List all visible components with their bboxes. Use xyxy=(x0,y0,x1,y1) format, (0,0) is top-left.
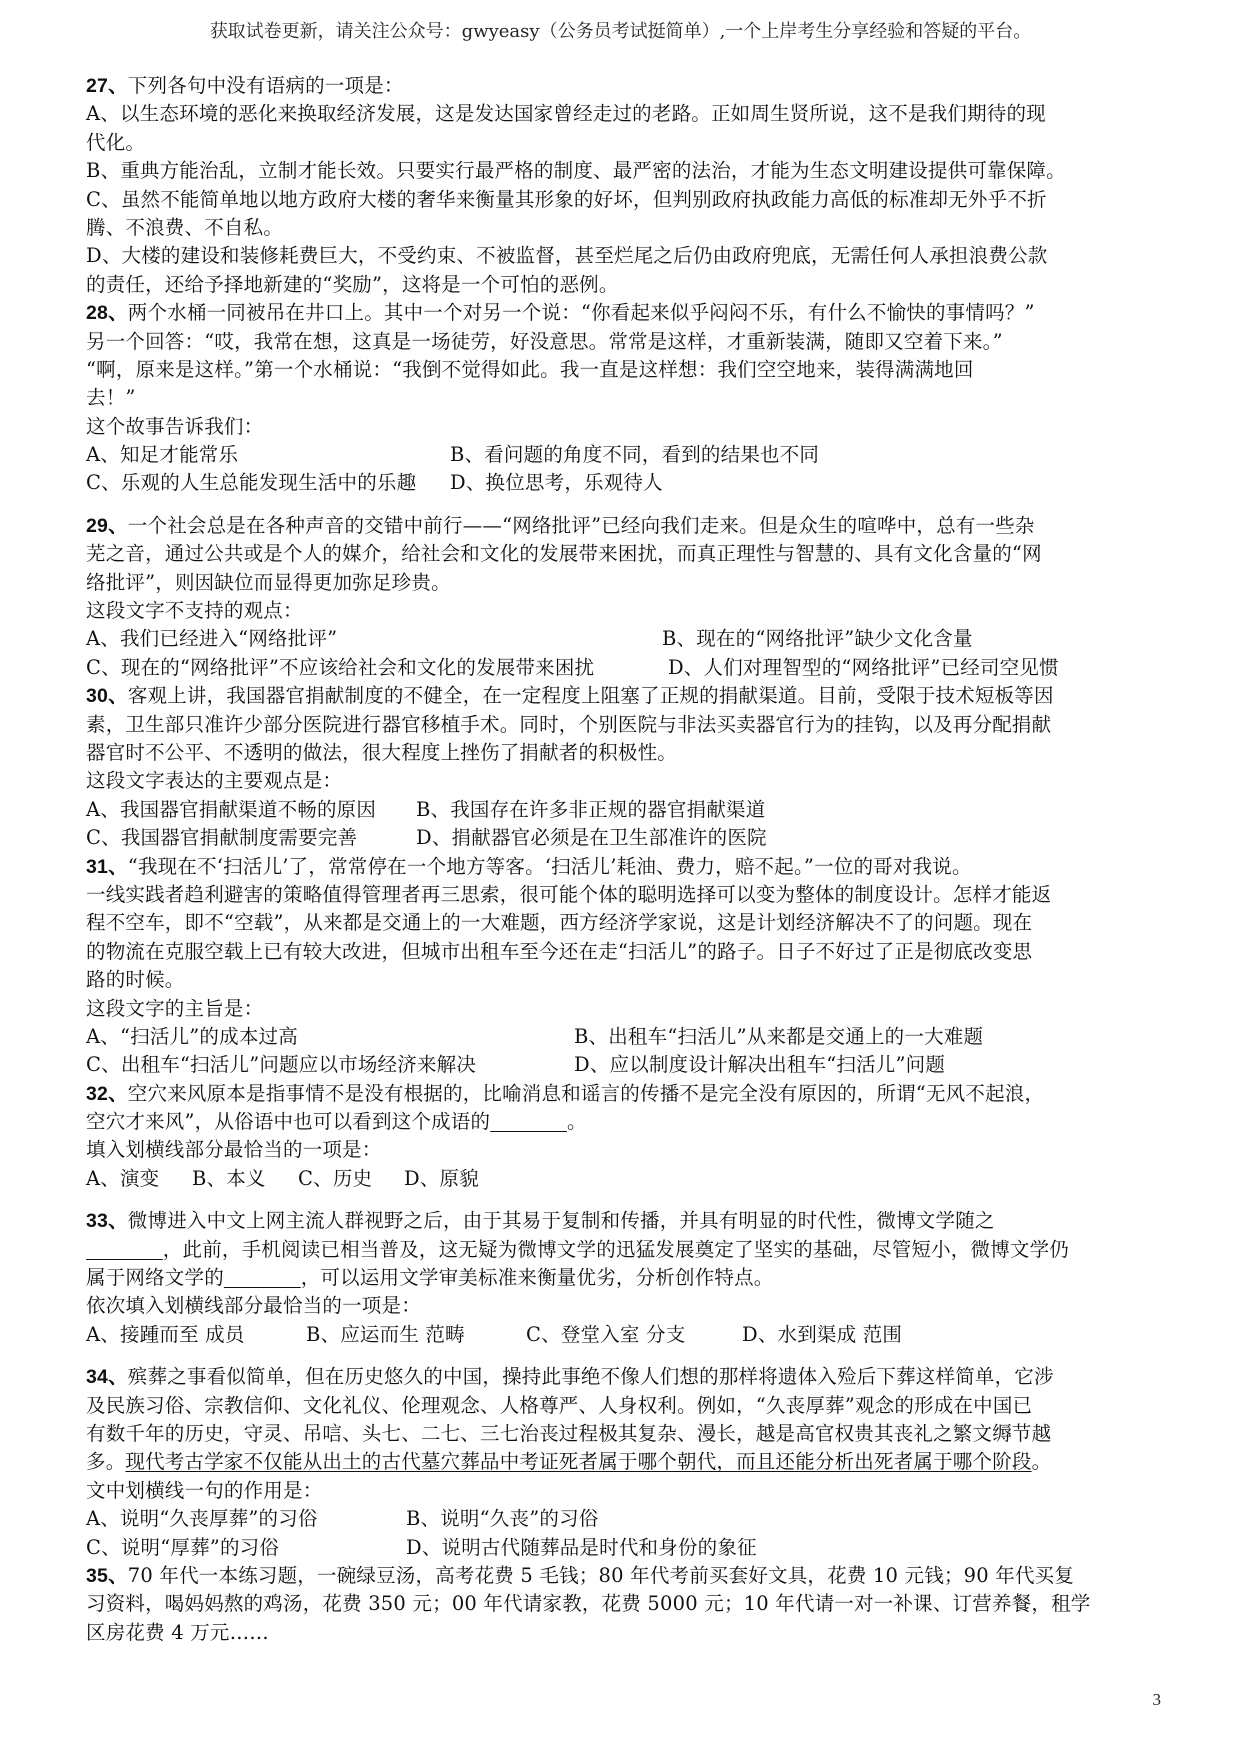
option-c: C、登堂入室 分支 xyxy=(526,1322,686,1346)
text-line: A、以生态环境的恶化来换取经济发展，这是发达国家曾经走过的老路。正如周生贤所说，这不是我们期待的现 xyxy=(86,102,1046,126)
text-line: 一线实践者趋利避害的策略值得管理者再三思索，很可能个体的聪明选择可以变为整体的制度设计。怎样才能返 xyxy=(86,882,1052,906)
option-a: A、演变 xyxy=(86,1166,160,1190)
question-prompt: 这个故事告诉我们： xyxy=(86,414,264,438)
question-prompt: 文中划横线一句的作用是： xyxy=(86,1478,323,1502)
exam-content xyxy=(86,72,1166,1647)
text-line: 一个社会总是在各种声音的交错中前行——“网络批评”已经向我们走来。但是众生的喧哗中，总有一些杂 xyxy=(127,513,1035,537)
option-a: A、接踵而至 成员 xyxy=(86,1322,245,1346)
question-34 xyxy=(86,1363,1166,1562)
question-28 xyxy=(86,299,1166,498)
underlined-sentence: 现代考古学家不仅能从出土的古代墓穴葬品中考证死者属于哪个朝代，而且还能分析出死者属于哪个阶段 xyxy=(125,1450,1032,1474)
text-line: 程不空车，即不“空载”，从来都是交通上的一大难题，西方经济学家说，这是计划经济解决不了的问题。现在 xyxy=(86,911,1033,935)
option-d: D、捐献器官必须是在卫生部准许的医院 xyxy=(416,826,767,850)
option-a: A、我们已经进入“网络批评” xyxy=(86,627,338,651)
text-line: 两个水桶一同被吊在井口上。其中一个对另一个说：“你看起来似乎闷闷不乐，有什么不愉快的事情吗？” xyxy=(127,301,1035,325)
text-line: B、重典方能治乱，立制才能长效。只要实行最严格的制度、最严密的法治，才能为生态文明建设提供可靠保障。 xyxy=(86,159,1066,183)
text-line: 络批评”，则因缺位而显得更加弥足珍贵。 xyxy=(86,570,451,594)
option-c: C、乐观的人生总能发现生活中的乐趣 xyxy=(86,471,417,495)
text-line: 的物流在克服空载上已有较大改进，但城市出租车至今还在走“扫活儿”的路子。日子不好过了正是彻底改变思 xyxy=(86,939,1033,963)
question-29 xyxy=(86,512,1166,682)
option-d: D、水到渠成 范围 xyxy=(742,1322,903,1346)
option-a: A、“扫活儿”的成本过高 xyxy=(86,1024,298,1048)
option-c: C、说明“厚葬”的习俗 xyxy=(86,1535,280,1559)
text-line: 去！” xyxy=(86,386,136,410)
option-d: D、说明古代随葬品是时代和身份的象征 xyxy=(406,1535,757,1559)
option-b: B、看问题的角度不同，看到的结果也不同 xyxy=(450,443,820,467)
page-number: 3 xyxy=(1152,1690,1161,1709)
text-line: 另一个回答：“哎，我常在想，这真是一场徒劳，好没意思。常常是这样，才重新装满，随即又空着下来。” xyxy=(86,329,1003,353)
question-32 xyxy=(86,1080,1166,1194)
option-d: D、人们对理智型的“网络批评”已经司空见惯 xyxy=(668,655,1059,679)
text-line: 空穴才来风”，从俗语中也可以看到这个成语的 xyxy=(86,1110,491,1134)
question-33 xyxy=(86,1207,1166,1349)
text-line: “啊，原来是这样。”第一个水桶说：“我倒不觉得如此。我一直是这样想：我们空空地来，装得满满地回 xyxy=(86,357,974,381)
text-line: C、虽然不能简单地以地方政府大楼的奢华来衡量其形象的好坏，但判别政府执政能力高低的标准却无外乎不折 xyxy=(86,187,1047,211)
question-number: 32、 xyxy=(86,1082,128,1105)
fill-blank xyxy=(224,1266,301,1289)
question-prompt: 填入划横线部分最恰当的一项是： xyxy=(86,1138,382,1162)
question-number: 31、 xyxy=(86,855,128,878)
question-number: 35、 xyxy=(86,1564,128,1587)
text-line: 殡葬之事看似简单，但在历史悠久的中国，操持此事绝不像人们想的那样将遗体入殓后下葬这样简单，它涉 xyxy=(127,1365,1054,1389)
question-number: 30、 xyxy=(86,685,128,708)
question-number: 28、 xyxy=(86,302,128,325)
question-number: 27、 xyxy=(86,75,128,97)
text-line: 。 xyxy=(1031,1450,1052,1474)
question-27 xyxy=(86,72,1166,299)
option-b: B、说明“久丧”的习俗 xyxy=(406,1507,599,1531)
fill-blank xyxy=(86,1238,163,1261)
question-number: 29、 xyxy=(86,514,128,537)
question-prompt: 这段文字不支持的观点： xyxy=(86,599,303,623)
option-c: C、现在的“网络批评”不应该给社会和文化的发展带来困扰 xyxy=(86,655,595,679)
question-prompt: 依次填入划横线部分最恰当的一项是： xyxy=(86,1294,421,1318)
text-line: 素，卫生部只准许少部分医院进行器官移植手术。同时，个别医院与非法买卖器官行为的挂钩，以及再分配捐献 xyxy=(86,712,1052,736)
fill-blank xyxy=(490,1110,567,1133)
question-31 xyxy=(86,853,1166,1080)
option-c: C、我国器官捐献制度需要完善 xyxy=(86,826,358,850)
option-b: B、出租车“扫活儿”从来都是交通上的一大难题 xyxy=(574,1024,984,1048)
text-line: 区房花费 4 万元…… xyxy=(86,1620,270,1644)
text-line: 习资料，喝妈妈熬的鸡汤，花费 350 元；00 年代请家教，花费 5000 元；10 年代请一对一补课、订营养餐，租学 xyxy=(86,1592,1091,1616)
question-stem: 下列各句中没有语病的一项是： xyxy=(127,74,404,97)
option-b: B、应运而生 范畴 xyxy=(306,1322,465,1346)
text-line: 腾、不浪费、不自私。 xyxy=(86,215,284,239)
text-line: 路的时候。 xyxy=(86,968,185,992)
text-line: 。 xyxy=(566,1110,587,1134)
question-prompt: 这段文字表达的主要观点是： xyxy=(86,769,343,793)
option-a: A、我国器官捐献渠道不畅的原因 xyxy=(86,797,377,821)
question-35 xyxy=(86,1562,1166,1647)
text-line: 属于网络文学的 xyxy=(86,1266,224,1290)
text-line: 70 年代一本练习题，一碗绿豆汤，高考花费 5 毛钱；80 年代考前买套好文具，花费 10 元钱；90 年代买复 xyxy=(127,1563,1075,1587)
option-d: D、原貌 xyxy=(404,1166,479,1190)
option-b: B、现在的“网络批评”缺少文化含量 xyxy=(662,627,973,651)
option-d: D、换位思考，乐观待人 xyxy=(450,471,663,495)
question-number: 33、 xyxy=(86,1210,128,1233)
text-line: 代化。 xyxy=(86,130,146,154)
text-line: ，此前，手机阅读已相当普及，这无疑为微博文学的迅猛发展奠定了坚实的基础，尽管短小，微博文学仍 xyxy=(162,1237,1069,1261)
text-line: 芜之音，通过公共或是个人的媒介，给社会和文化的发展带来困扰，而真正理性与智慧的、具有文化含量的“网 xyxy=(86,542,1042,566)
text-line: “我现在不‘扫活儿’了，常常停在一个地方等客。‘扫活儿’耗油、费力，赔不起。”一位的哥对我说。 xyxy=(127,854,972,878)
text-line: 的责任，还给予择地新建的“奖励”，这将是一个可怕的恶例。 xyxy=(86,272,619,296)
option-a: A、知足才能常乐 xyxy=(86,443,239,467)
option-c: C、出租车“扫活儿”问题应以市场经济来解决 xyxy=(86,1053,477,1077)
question-30 xyxy=(86,682,1166,852)
text-line: 有数千年的历史，守灵、吊唁、头七、二七、三七治丧过程极其复杂、漫长，越是高官权贵其丧礼之繁文缛节越 xyxy=(86,1421,1052,1445)
question-number: 34、 xyxy=(86,1366,128,1389)
option-a: A、说明“久丧厚葬”的习俗 xyxy=(86,1507,318,1531)
text-line: 多。 xyxy=(86,1450,126,1474)
text-line: 及民族习俗、宗教信仰、文化礼仪、伦理观念、人格尊严、人身权利。例如，“久丧厚葬”观念的形成在中国已 xyxy=(86,1393,1033,1417)
option-d: D、应以制度设计解决出租车“扫活儿”问题 xyxy=(574,1053,946,1077)
option-b: B、我国存在许多非正规的器官捐献渠道 xyxy=(416,797,766,821)
question-prompt: 这段文字的主旨是： xyxy=(86,996,264,1020)
text-line: 器官时不公平、不透明的做法，很大程度上挫伤了捐献者的积极性。 xyxy=(86,740,678,764)
text-line: 微博进入中文上网主流人群视野之后，由于其易于复制和传播，并具有明显的时代性，微博文学随之 xyxy=(127,1209,995,1233)
text-line: 客观上讲，我国器官捐献制度的不健全，在一定程度上阻塞了正规的捐献渠道。目前，受限于技术短板等因 xyxy=(127,684,1054,708)
text-line: 空穴来风原本是指事情不是没有根据的，比喻消息和谣言的传播不是完全没有原因的，所谓“无风不起浪， xyxy=(127,1081,1045,1105)
text-line: ，可以运用文学审美标准来衡量优劣，分析创作特点。 xyxy=(300,1266,774,1290)
text-line: D、大楼的建设和装修耗费巨大，不受约束、不被监督，甚至烂尾之后仍由政府兜底，无需任何人承担浪费公款 xyxy=(86,244,1048,268)
option-b: B、本义 xyxy=(192,1166,266,1190)
option-c: C、历史 xyxy=(298,1166,373,1190)
page-header: 获取试卷更新，请关注公众号：gwyeasy（公务员考试挺简单）,一个上岸考生分享经验和答疑的平台。 xyxy=(209,21,1032,42)
